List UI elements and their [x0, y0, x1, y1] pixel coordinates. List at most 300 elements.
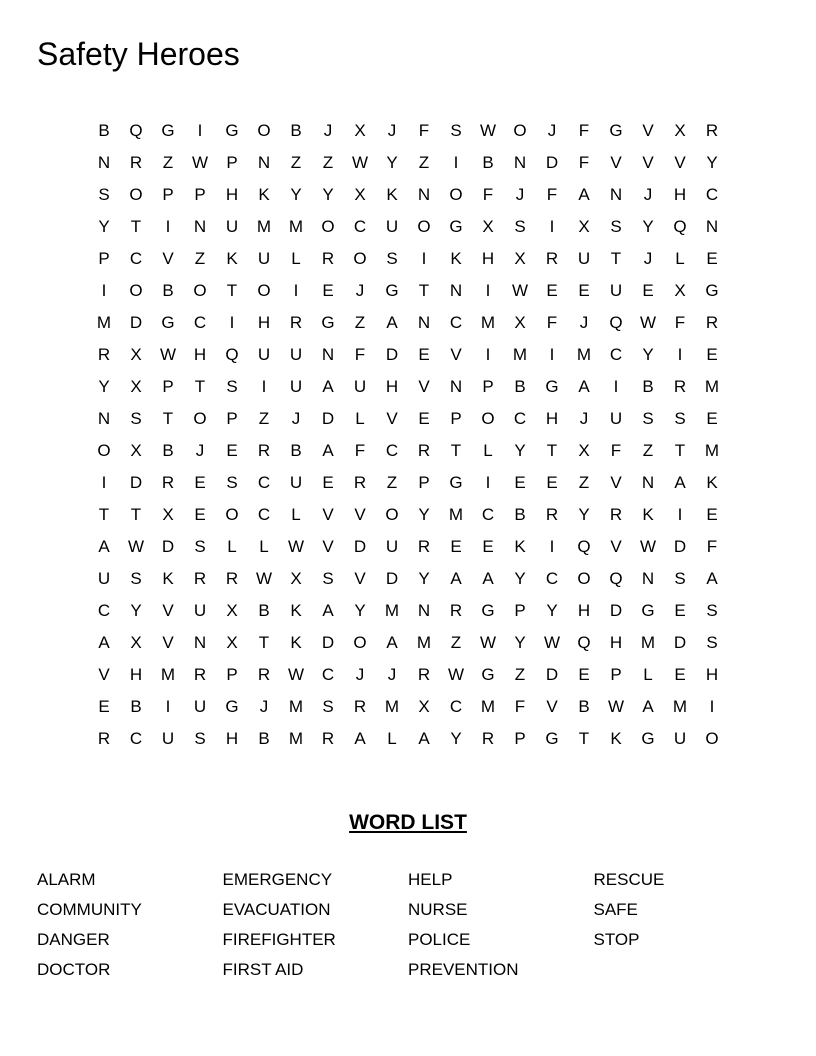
page-title: Safety Heroes — [37, 36, 240, 72]
grid-letter: F — [354, 345, 366, 364]
grid-letter: V — [674, 153, 686, 172]
grid-letter: U — [257, 345, 271, 364]
grid-letter: R — [449, 601, 463, 620]
grid-letter: N — [97, 153, 111, 172]
grid-letter: U — [673, 729, 687, 748]
grid-letter: E — [450, 537, 462, 556]
grid-letter: E — [706, 249, 718, 268]
grid-letter: N — [193, 217, 207, 236]
grid-letter: Y — [514, 441, 526, 460]
grid-letter: R — [545, 505, 559, 524]
grid-letter: F — [482, 185, 494, 204]
word-list-item: EMERGENCY — [222, 870, 333, 889]
grid-letter: Z — [354, 313, 366, 332]
grid-letter: S — [130, 569, 142, 588]
grid-letter: K — [290, 633, 302, 652]
grid-letter: Q — [577, 537, 591, 556]
grid-letter: R — [481, 729, 495, 748]
grid-letter: A — [578, 185, 590, 204]
grid-letter: A — [642, 697, 654, 716]
grid-letter: R — [321, 249, 335, 268]
grid-letter: S — [610, 217, 622, 236]
grid-letter: M — [704, 377, 720, 396]
grid-letter: L — [387, 729, 397, 748]
grid-letter: X — [130, 377, 142, 396]
grid-letter: Y — [514, 633, 526, 652]
grid-letter: M — [288, 697, 304, 716]
grid-letter: X — [354, 185, 366, 204]
grid-letter: F — [546, 185, 558, 204]
grid-letter: S — [674, 409, 686, 428]
grid-letter: S — [226, 473, 238, 492]
grid-letter: P — [418, 473, 430, 492]
grid-letter: B — [258, 729, 270, 748]
grid-letter: X — [578, 441, 590, 460]
grid-letter: V — [162, 633, 174, 652]
grid-letter: X — [290, 569, 302, 588]
grid-letter: U — [385, 217, 399, 236]
grid-letter: D — [321, 633, 335, 652]
grid-letter: K — [226, 249, 238, 268]
grid-letter: O — [129, 185, 143, 204]
grid-letter: U — [289, 473, 303, 492]
grid-letter: I — [549, 537, 555, 556]
grid-letter: S — [386, 249, 398, 268]
grid-row — [88, 531, 728, 563]
grid-letter: T — [450, 441, 462, 460]
grid-letter: V — [354, 505, 366, 524]
grid-letter: O — [577, 569, 591, 588]
grid-letter: O — [513, 121, 527, 140]
grid-letter: D — [545, 665, 559, 684]
grid-letter: X — [130, 345, 142, 364]
grid-letter: Y — [578, 505, 590, 524]
grid-letter: Y — [546, 601, 558, 620]
grid-letter: A — [322, 377, 334, 396]
grid-letter: V — [162, 601, 174, 620]
grid-letter: R — [289, 313, 303, 332]
grid-letter: Y — [98, 217, 110, 236]
grid-letter: G — [481, 665, 495, 684]
grid-letter: X — [514, 249, 526, 268]
grid-letter: P — [162, 185, 174, 204]
grid-letter: I — [101, 281, 107, 300]
grid-letter: I — [293, 281, 299, 300]
grid-letter: J — [355, 665, 365, 684]
grid-letter: W — [287, 665, 305, 684]
grid-letter: J — [579, 313, 589, 332]
grid-letter: I — [485, 345, 491, 364]
grid-letter: O — [225, 505, 239, 524]
word-list-item: HELP — [408, 870, 453, 889]
word-list-item: DOCTOR — [37, 960, 111, 979]
grid-letter: T — [674, 441, 686, 460]
grid-letter: I — [453, 153, 459, 172]
grid-letter: U — [225, 217, 239, 236]
grid-letter: U — [385, 537, 399, 556]
grid-letter: J — [259, 697, 269, 716]
grid-letter: S — [450, 121, 462, 140]
grid-letter: P — [450, 409, 462, 428]
grid-letter: N — [417, 185, 431, 204]
word-list-item: SAFE — [593, 900, 638, 919]
grid-letter: S — [322, 697, 334, 716]
grid-letter: Y — [642, 217, 654, 236]
grid-row — [88, 243, 728, 275]
grid-letter: X — [162, 505, 174, 524]
grid-letter: R — [353, 473, 367, 492]
grid-letter: D — [673, 537, 687, 556]
grid-letter: A — [674, 473, 686, 492]
grid-letter: Z — [418, 153, 430, 172]
grid-letter: U — [97, 569, 111, 588]
grid-letter: R — [705, 313, 719, 332]
grid-letter: I — [709, 697, 715, 716]
grid-letter: O — [481, 409, 495, 428]
word-list-item: COMMUNITY — [37, 900, 142, 919]
grid-letter: B — [578, 697, 590, 716]
grid-letter: W — [543, 633, 561, 652]
grid-letter: R — [161, 473, 175, 492]
grid-row — [88, 307, 728, 339]
grid-letter: I — [229, 313, 235, 332]
grid-letter: E — [642, 281, 654, 300]
grid-letter: W — [639, 313, 657, 332]
grid-letter: F — [354, 441, 366, 460]
grid-letter: M — [448, 505, 464, 524]
grid-letter: M — [96, 313, 112, 332]
grid-letter: I — [549, 345, 555, 364]
grid-row — [88, 211, 728, 243]
grid-letter: A — [386, 313, 398, 332]
grid-letter: G — [161, 313, 175, 332]
grid-letter: H — [481, 249, 495, 268]
grid-letter: N — [641, 569, 655, 588]
grid-letter: N — [257, 153, 271, 172]
grid-letter: N — [609, 185, 623, 204]
grid-letter: E — [98, 697, 110, 716]
grid-letter: A — [98, 633, 110, 652]
grid-letter: E — [674, 665, 686, 684]
grid-letter: L — [259, 537, 269, 556]
grid-letter: P — [226, 665, 238, 684]
grid-letter: J — [643, 185, 653, 204]
grid-letter: C — [705, 185, 719, 204]
word-list-item: DANGER — [37, 930, 110, 949]
grid-letter: Q — [577, 633, 591, 652]
grid-row — [88, 691, 728, 723]
grid-letter: Z — [386, 473, 398, 492]
grid-letter: X — [514, 313, 526, 332]
grid-letter: T — [130, 505, 142, 524]
grid-letter: Q — [609, 569, 623, 588]
grid-letter: W — [255, 569, 273, 588]
grid-letter: H — [129, 665, 143, 684]
grid-letter: V — [322, 537, 334, 556]
grid-letter: H — [225, 729, 239, 748]
grid-letter: E — [482, 537, 494, 556]
grid-letter: K — [514, 537, 526, 556]
grid-row — [88, 339, 728, 371]
grid-letter: R — [193, 665, 207, 684]
grid-letter: Z — [450, 633, 462, 652]
grid-letter: W — [447, 665, 465, 684]
grid-letter: R — [97, 729, 111, 748]
grid-letter: A — [418, 729, 430, 748]
grid-letter: E — [546, 473, 558, 492]
grid-row — [88, 403, 728, 435]
grid-letter: A — [98, 537, 110, 556]
grid-letter: E — [322, 473, 334, 492]
grid-letter: T — [162, 409, 174, 428]
grid-letter: O — [385, 505, 399, 524]
grid-row — [88, 595, 728, 627]
grid-letter: B — [642, 377, 654, 396]
grid-letter: W — [479, 633, 497, 652]
grid-letter: S — [194, 729, 206, 748]
grid-letter: G — [225, 121, 239, 140]
grid-letter: L — [227, 537, 237, 556]
grid-letter: M — [384, 601, 400, 620]
grid-letter: Y — [418, 505, 430, 524]
word-list-item: ALARM — [37, 870, 96, 889]
grid-letter: Y — [418, 569, 430, 588]
grid-letter: C — [353, 217, 367, 236]
grid-letter: I — [677, 505, 683, 524]
grid-letter: J — [579, 409, 589, 428]
word-search-grid — [88, 115, 728, 755]
grid-letter: B — [98, 121, 110, 140]
grid-letter: O — [705, 729, 719, 748]
grid-letter: K — [610, 729, 622, 748]
grid-letter: V — [610, 473, 622, 492]
grid-letter: G — [321, 313, 335, 332]
grid-letter: M — [480, 697, 496, 716]
grid-letter: S — [514, 217, 526, 236]
grid-letter: E — [546, 281, 558, 300]
grid-letter: L — [355, 409, 365, 428]
grid-letter: U — [577, 249, 591, 268]
grid-letter: T — [546, 441, 558, 460]
grid-row — [88, 563, 728, 595]
grid-letter: D — [545, 153, 559, 172]
word-list-item: NURSE — [408, 900, 468, 919]
grid-letter: A — [354, 729, 366, 748]
grid-letter: Z — [642, 441, 654, 460]
grid-letter: V — [546, 697, 558, 716]
grid-letter: W — [287, 537, 305, 556]
grid-letter: P — [482, 377, 494, 396]
grid-letter: N — [321, 345, 335, 364]
grid-letter: M — [576, 345, 592, 364]
grid-letter: S — [674, 569, 686, 588]
grid-letter: G — [609, 121, 623, 140]
grid-letter: E — [514, 473, 526, 492]
grid-letter: Z — [290, 153, 302, 172]
grid-letter: T — [258, 633, 270, 652]
grid-row — [88, 147, 728, 179]
grid-letter: H — [673, 185, 687, 204]
grid-letter: R — [225, 569, 239, 588]
grid-letter: M — [384, 697, 400, 716]
grid-letter: S — [322, 569, 334, 588]
grid-letter: P — [98, 249, 110, 268]
grid-letter: X — [130, 633, 142, 652]
word-list-item: STOP — [593, 930, 640, 949]
grid-letter: B — [290, 121, 302, 140]
grid-letter: W — [639, 537, 657, 556]
grid-letter: Q — [225, 345, 239, 364]
grid-letter: H — [609, 633, 623, 652]
grid-letter: Z — [514, 665, 526, 684]
grid-letter: C — [449, 313, 463, 332]
grid-letter: M — [160, 665, 176, 684]
grid-letter: I — [197, 121, 203, 140]
word-list-item: FIREFIGHTER — [222, 930, 336, 949]
grid-letter: C — [385, 441, 399, 460]
grid-letter: G — [449, 473, 463, 492]
grid-letter: R — [417, 665, 431, 684]
grid-letter: T — [130, 217, 142, 236]
grid-letter: S — [706, 601, 718, 620]
grid-row — [88, 179, 728, 211]
grid-letter: G — [545, 377, 559, 396]
grid-letter: M — [640, 633, 656, 652]
grid-letter: W — [351, 153, 369, 172]
grid-letter: X — [674, 281, 686, 300]
grid-row — [88, 499, 728, 531]
grid-letter: G — [385, 281, 399, 300]
grid-letter: J — [291, 409, 301, 428]
grid-letter: N — [417, 313, 431, 332]
grid-letter: O — [449, 185, 463, 204]
grid-letter: N — [417, 601, 431, 620]
grid-letter: Z — [578, 473, 590, 492]
grid-letter: R — [705, 121, 719, 140]
grid-letter: C — [129, 249, 143, 268]
grid-letter: I — [261, 377, 267, 396]
grid-letter: K — [386, 185, 398, 204]
grid-letter: K — [290, 601, 302, 620]
grid-letter: O — [129, 281, 143, 300]
grid-letter: B — [162, 281, 174, 300]
grid-letter: Z — [258, 409, 270, 428]
grid-letter: E — [418, 345, 430, 364]
word-list — [37, 865, 779, 985]
grid-letter: O — [257, 281, 271, 300]
grid-letter: U — [193, 697, 207, 716]
grid-letter: R — [417, 537, 431, 556]
grid-letter: E — [578, 281, 590, 300]
grid-letter: I — [485, 473, 491, 492]
grid-letter: Z — [162, 153, 174, 172]
grid-letter: R — [257, 441, 271, 460]
grid-letter: N — [705, 217, 719, 236]
word-list-item: FIRST AID — [222, 960, 304, 979]
grid-letter: D — [321, 409, 335, 428]
grid-letter: N — [193, 633, 207, 652]
grid-row — [88, 371, 728, 403]
grid-letter: P — [610, 665, 622, 684]
grid-letter: J — [323, 121, 333, 140]
grid-letter: C — [609, 345, 623, 364]
grid-letter: O — [353, 249, 367, 268]
grid-letter: X — [482, 217, 494, 236]
grid-letter: M — [288, 217, 304, 236]
grid-letter: L — [483, 441, 493, 460]
grid-letter: B — [162, 441, 174, 460]
grid-letter: W — [159, 345, 177, 364]
grid-letter: B — [290, 441, 302, 460]
grid-letter: G — [449, 217, 463, 236]
grid-letter: K — [258, 185, 270, 204]
grid-letter: A — [322, 441, 334, 460]
grid-letter: K — [450, 249, 462, 268]
grid-letter: P — [162, 377, 174, 396]
grid-letter: O — [97, 441, 111, 460]
grid-letter: G — [641, 729, 655, 748]
grid-letter: J — [355, 281, 365, 300]
grid-letter: O — [353, 633, 367, 652]
grid-letter: B — [514, 377, 526, 396]
grid-letter: M — [288, 729, 304, 748]
grid-letter: O — [321, 217, 335, 236]
grid-letter: J — [387, 121, 397, 140]
grid-letter: C — [257, 473, 271, 492]
grid-letter: W — [511, 281, 529, 300]
grid-letter: A — [386, 633, 398, 652]
grid-letter: F — [578, 121, 590, 140]
grid-letter: R — [129, 153, 143, 172]
grid-letter: T — [98, 505, 110, 524]
grid-letter: X — [418, 697, 430, 716]
grid-letter: R — [609, 505, 623, 524]
word-list-item: EVACUATION — [222, 900, 331, 919]
grid-letter: L — [675, 249, 685, 268]
grid-letter: A — [450, 569, 462, 588]
grid-letter: C — [193, 313, 207, 332]
grid-letter: A — [322, 601, 334, 620]
grid-letter: T — [578, 729, 590, 748]
grid-letter: A — [578, 377, 590, 396]
grid-letter: R — [193, 569, 207, 588]
grid-letter: J — [547, 121, 557, 140]
grid-letter: D — [385, 345, 399, 364]
grid-letter: U — [609, 281, 623, 300]
grid-letter: V — [162, 249, 174, 268]
word-list-item: POLICE — [408, 930, 471, 949]
grid-letter: P — [514, 729, 526, 748]
grid-letter: Y — [514, 569, 526, 588]
grid-letter: Y — [98, 377, 110, 396]
grid-letter: X — [226, 633, 238, 652]
grid-letter: B — [514, 505, 526, 524]
grid-letter: W — [191, 153, 209, 172]
grid-letter: R — [321, 729, 335, 748]
grid-letter: M — [416, 633, 432, 652]
grid-letter: K — [706, 473, 718, 492]
grid-letter: A — [482, 569, 494, 588]
grid-letter: D — [161, 537, 175, 556]
grid-letter: R — [673, 377, 687, 396]
grid-letter: F — [674, 313, 686, 332]
grid-letter: C — [449, 697, 463, 716]
grid-letter: K — [642, 505, 654, 524]
grid-row — [88, 723, 728, 755]
grid-letter: S — [194, 537, 206, 556]
grid-letter: E — [194, 505, 206, 524]
grid-letter: R — [353, 697, 367, 716]
